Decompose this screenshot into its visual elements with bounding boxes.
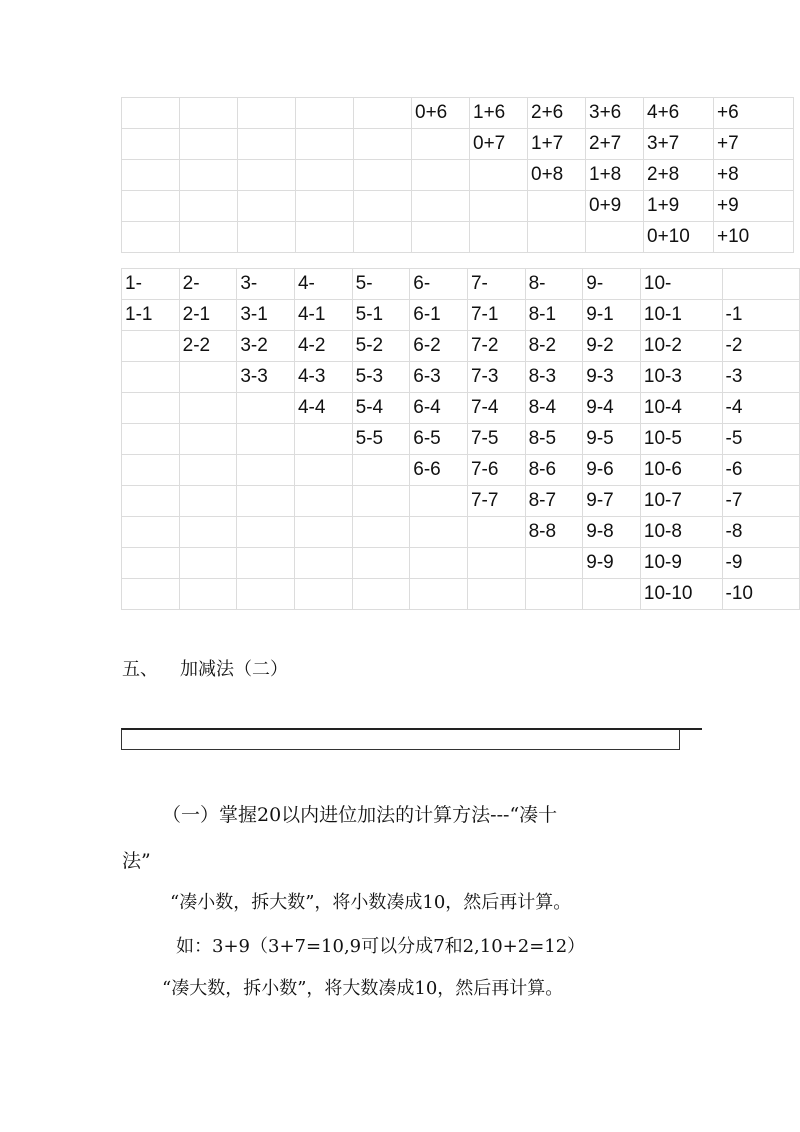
subtraction-table-cell (237, 393, 295, 424)
subtraction-table-cell: 9-9 (583, 548, 641, 579)
addition-table-cell: 1+8 (586, 160, 644, 191)
subsection-title-line1: （一）掌握20以内进位加法的计算方法---“凑十 (162, 804, 558, 826)
addition-table-cell (296, 191, 354, 222)
subtraction-table-cell: -6 (722, 455, 799, 486)
addition-table-cell (412, 129, 470, 160)
subtraction-table-body (122, 269, 800, 610)
addition-table-cell: +8 (714, 160, 794, 191)
subtraction-table-cell: 4-2 (294, 331, 352, 362)
subtraction-table-cell: 8-1 (525, 300, 583, 331)
subtraction-table-cell: 6-4 (410, 393, 468, 424)
subtraction-table-cell (722, 269, 799, 300)
example-text: 如：3+9（3+7=10,9可以分成7和2,10+2=12） (176, 936, 586, 957)
subtraction-table-cell (237, 486, 295, 517)
subtraction-table-row (122, 486, 800, 517)
addition-table-cell (296, 98, 354, 129)
addition-table-cell (238, 98, 296, 129)
subtraction-table-row (122, 455, 800, 486)
subtraction-table-cell: 9-1 (583, 300, 641, 331)
addition-table-cell: 1+7 (528, 129, 586, 160)
addition-table-cell: 2+6 (528, 98, 586, 129)
subtraction-table-cell: 4-1 (294, 300, 352, 331)
addition-table (121, 97, 794, 253)
subtraction-table-cell (237, 424, 295, 455)
subtraction-table-cell: 5-3 (352, 362, 410, 393)
subtraction-table-cell (294, 455, 352, 486)
addition-table-row (122, 98, 794, 129)
subtraction-table-cell: 5-2 (352, 331, 410, 362)
subtraction-table-cell: 8-7 (525, 486, 583, 517)
addition-table-cell (470, 222, 528, 253)
frame-rule (678, 728, 702, 730)
subtraction-table-cell: -1 (722, 300, 799, 331)
subtraction-table-cell: 9- (583, 269, 641, 300)
subtraction-table-cell: 4-4 (294, 393, 352, 424)
addition-table-cell (354, 129, 412, 160)
addition-table-cell (122, 191, 180, 222)
subsection-title-line2: 法” (122, 850, 151, 872)
subtraction-table-cell: 9-3 (583, 362, 641, 393)
addition-table-cell (238, 160, 296, 191)
subtraction-table-cell: 8-8 (525, 517, 583, 548)
addition-table-cell (238, 129, 296, 160)
subtraction-table-cell: 8-4 (525, 393, 583, 424)
section-number: 五、 (122, 659, 158, 680)
subtraction-table-row (122, 548, 800, 579)
addition-table-cell: 2+7 (586, 129, 644, 160)
subtraction-table-cell: 3-2 (237, 331, 295, 362)
subtraction-table-cell: 4-3 (294, 362, 352, 393)
addition-table-row (122, 222, 794, 253)
addition-table-cell: 2+8 (644, 160, 714, 191)
subtraction-table-cell (410, 579, 468, 610)
subtraction-table-cell (179, 424, 237, 455)
subtraction-table-cell: 5-5 (352, 424, 410, 455)
addition-table-cell (354, 160, 412, 191)
subtraction-table-cell (237, 579, 295, 610)
addition-table-cell (412, 160, 470, 191)
subtraction-table-cell: 7-1 (467, 300, 525, 331)
subtraction-table-cell: -8 (722, 517, 799, 548)
subtraction-table-cell (410, 486, 468, 517)
subtraction-table-row (122, 424, 800, 455)
subtraction-table-cell: 7-3 (467, 362, 525, 393)
addition-table-cell: 0+7 (470, 129, 528, 160)
addition-table-cell (412, 191, 470, 222)
empty-frame (121, 728, 680, 750)
subtraction-table-cell: 3- (237, 269, 295, 300)
subtraction-table-cell (179, 548, 237, 579)
subtraction-table-cell: 10-6 (640, 455, 722, 486)
addition-table-cell: 1+9 (644, 191, 714, 222)
subtraction-table-row (122, 579, 800, 610)
addition-table-cell (180, 98, 238, 129)
addition-table-cell (180, 129, 238, 160)
subtraction-table-cell: 1-1 (122, 300, 180, 331)
subtraction-table-cell (179, 455, 237, 486)
addition-table-cell: 0+10 (644, 222, 714, 253)
subtraction-table-cell (122, 362, 180, 393)
subtraction-table-cell: 8- (525, 269, 583, 300)
subtraction-table-cell (122, 455, 180, 486)
addition-table-cell (470, 160, 528, 191)
addition-table-cell (122, 160, 180, 191)
subtraction-table-cell (467, 579, 525, 610)
subtraction-table-cell: -5 (722, 424, 799, 455)
subtraction-table-cell: 8-6 (525, 455, 583, 486)
subtraction-table-cell: 10-3 (640, 362, 722, 393)
subtraction-table-cell: 2- (179, 269, 237, 300)
addition-table-cell: 0+6 (412, 98, 470, 129)
subtraction-table-cell (122, 331, 180, 362)
subtraction-table-cell: 8-3 (525, 362, 583, 393)
subtraction-table-cell: 10-9 (640, 548, 722, 579)
subtraction-table-cell (294, 579, 352, 610)
subtraction-table-cell (122, 517, 180, 548)
addition-table-cell: 4+6 (644, 98, 714, 129)
subtraction-table-cell (237, 548, 295, 579)
addition-table-cell: +10 (714, 222, 794, 253)
subtraction-table-cell: 2-2 (179, 331, 237, 362)
subtraction-table-cell (294, 486, 352, 517)
subtraction-table-cell (179, 486, 237, 517)
subtraction-table-cell: -9 (722, 548, 799, 579)
subtraction-table-cell: 4- (294, 269, 352, 300)
subtraction-table-cell: 3-3 (237, 362, 295, 393)
method-two-text: “凑大数，拆小数”，将大数凑成10，然后再计算。 (162, 978, 564, 999)
method-one-text: “凑小数，拆大数”，将小数凑成10，然后再计算。 (170, 892, 572, 913)
addition-table-cell: 0+8 (528, 160, 586, 191)
subtraction-table-cell: 7-6 (467, 455, 525, 486)
addition-table-cell: 0+9 (586, 191, 644, 222)
subtraction-table-cell: 7-7 (467, 486, 525, 517)
subtraction-table-cell: 7-2 (467, 331, 525, 362)
subtraction-table-cell (179, 579, 237, 610)
subtraction-table-cell: 10-2 (640, 331, 722, 362)
subtraction-table-cell: 10-10 (640, 579, 722, 610)
addition-table-cell (180, 191, 238, 222)
subtraction-table-cell (237, 517, 295, 548)
subtraction-table-cell: 9-5 (583, 424, 641, 455)
subtraction-table-cell (294, 517, 352, 548)
subtraction-table-cell: 6-6 (410, 455, 468, 486)
addition-table-cell: 3+6 (586, 98, 644, 129)
addition-table-row (122, 129, 794, 160)
subtraction-table-cell: 8-2 (525, 331, 583, 362)
addition-table-cell (238, 222, 296, 253)
subtraction-table-cell (525, 579, 583, 610)
addition-table-cell (296, 160, 354, 191)
subtraction-table-cell (352, 455, 410, 486)
subtraction-table-cell: 2-1 (179, 300, 237, 331)
subtraction-table-row (122, 269, 800, 300)
subtraction-table-cell (410, 517, 468, 548)
addition-table-cell (296, 129, 354, 160)
subtraction-table-cell: 10-7 (640, 486, 722, 517)
subtraction-table-cell: 10-1 (640, 300, 722, 331)
addition-table-cell (586, 222, 644, 253)
subtraction-table-cell (122, 579, 180, 610)
addition-table-cell (122, 129, 180, 160)
subtraction-table-cell: 9-8 (583, 517, 641, 548)
addition-table-cell (238, 191, 296, 222)
subtraction-table-cell: 3-1 (237, 300, 295, 331)
subtraction-table-cell (467, 548, 525, 579)
subtraction-table-row (122, 362, 800, 393)
subtraction-table-cell (179, 517, 237, 548)
subtraction-table-cell: 9-7 (583, 486, 641, 517)
addition-table-cell: 1+6 (470, 98, 528, 129)
subtraction-table-cell: 7- (467, 269, 525, 300)
addition-table-cell (412, 222, 470, 253)
subtraction-table-cell: 10-8 (640, 517, 722, 548)
subtraction-table-cell: 5- (352, 269, 410, 300)
subtraction-table-cell (122, 424, 180, 455)
subtraction-table-cell: 7-5 (467, 424, 525, 455)
subtraction-table-cell: 9-6 (583, 455, 641, 486)
subtraction-table-cell (122, 486, 180, 517)
subtraction-table-cell (179, 393, 237, 424)
addition-table-cell: +9 (714, 191, 794, 222)
subtraction-table-cell (352, 548, 410, 579)
addition-table-cell: +7 (714, 129, 794, 160)
subtraction-table-cell (352, 517, 410, 548)
subtraction-table-cell: 9-4 (583, 393, 641, 424)
subtraction-table-cell: -2 (722, 331, 799, 362)
subtraction-table-cell: 9-2 (583, 331, 641, 362)
subtraction-table-cell: 8-5 (525, 424, 583, 455)
subtraction-table-cell: -4 (722, 393, 799, 424)
addition-table-cell: +6 (714, 98, 794, 129)
section-heading (122, 655, 288, 681)
subtraction-table-cell: -3 (722, 362, 799, 393)
subtraction-table-row (122, 331, 800, 362)
addition-table-cell (122, 222, 180, 253)
subtraction-table-cell: 1- (122, 269, 180, 300)
subtraction-table-cell: -7 (722, 486, 799, 517)
subtraction-table-cell: 6-5 (410, 424, 468, 455)
subtraction-table-cell (583, 579, 641, 610)
subtraction-table-cell (294, 548, 352, 579)
subtraction-table-cell (467, 517, 525, 548)
subtraction-table-cell (122, 393, 180, 424)
subtraction-table-cell (179, 362, 237, 393)
subtraction-table-cell: 6-3 (410, 362, 468, 393)
addition-table-cell (528, 191, 586, 222)
subtraction-table-row (122, 517, 800, 548)
subtraction-table-cell (237, 455, 295, 486)
subtraction-table-cell (294, 424, 352, 455)
subtraction-table-cell: -10 (722, 579, 799, 610)
addition-table-cell (354, 98, 412, 129)
subtraction-table-cell: 5-1 (352, 300, 410, 331)
addition-table-row (122, 191, 794, 222)
subtraction-table-cell: 10-5 (640, 424, 722, 455)
subtraction-table-cell: 6-1 (410, 300, 468, 331)
subtraction-table-row (122, 300, 800, 331)
addition-table-cell (470, 191, 528, 222)
addition-table-cell (180, 222, 238, 253)
addition-table-cell (354, 191, 412, 222)
subtraction-table-cell: 6- (410, 269, 468, 300)
subtraction-table-cell (122, 548, 180, 579)
subtraction-table-cell: 6-2 (410, 331, 468, 362)
addition-table-row (122, 160, 794, 191)
subtraction-table-cell: 7-4 (467, 393, 525, 424)
subtraction-table-cell: 5-4 (352, 393, 410, 424)
subtraction-table-cell (410, 548, 468, 579)
addition-table-cell (354, 222, 412, 253)
subtraction-table-cell (352, 486, 410, 517)
section-title: 加减法（二） (180, 659, 288, 680)
addition-table-cell (528, 222, 586, 253)
subtraction-table-cell (352, 579, 410, 610)
subtraction-table-cell: 10- (640, 269, 722, 300)
subtraction-table-cell (525, 548, 583, 579)
subtraction-table-cell: 10-4 (640, 393, 722, 424)
addition-table-body (122, 98, 794, 253)
addition-table-cell: 3+7 (644, 129, 714, 160)
addition-table-cell (122, 98, 180, 129)
subtraction-table-row (122, 393, 800, 424)
addition-table-cell (180, 160, 238, 191)
subtraction-table (121, 268, 800, 610)
addition-table-cell (296, 222, 354, 253)
